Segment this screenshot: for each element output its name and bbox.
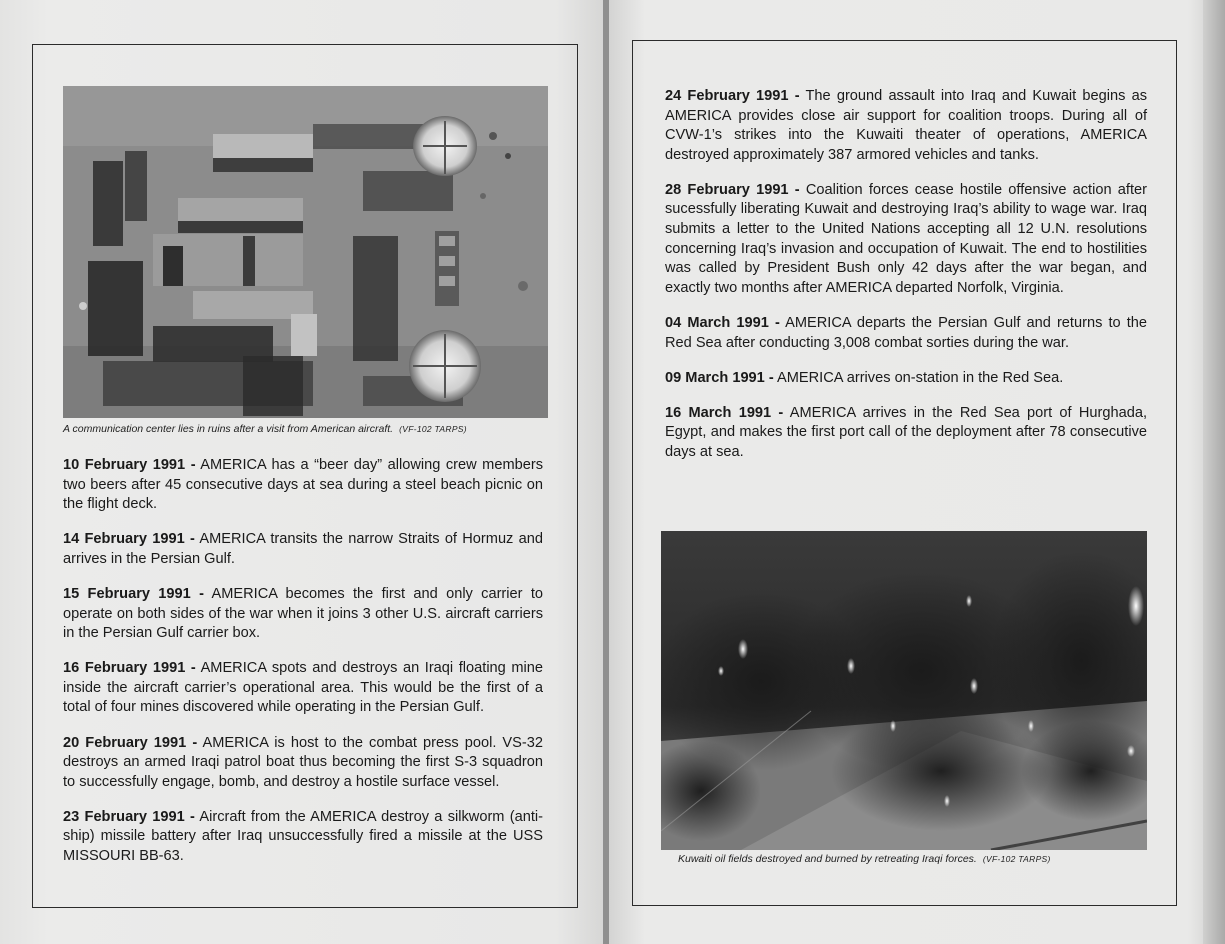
timeline-entry: 09 March 1991 - AMERICA arrives on-station in the Red Sea. [665,369,1064,386]
photo-caption-right [678,853,1051,865]
entry-date: 04 March 1991 [665,314,769,331]
entry-date: 23 February 1991 [63,808,185,825]
caption-text: A communication center lies in ruins after a visit from American aircraft. [63,423,394,435]
entry-date: 09 March 1991 [665,369,765,386]
entry-text: AMERICA has a “beer day” allowing crew members two beers after 45 consecutive days at sea during a steel beach picnic on the flight deck. [63,457,543,513]
page-edge-shadow [1203,0,1225,944]
entry-text: AMERICA transits the narrow Straits of Hormuz and arrives in the Persian Gulf. [63,531,543,567]
timeline-entry: 23 February 1991 - Aircraft from the AMERICA destroy a silkworm (anti-ship) missile battery after Iraq unsuccessfully fired a missile at the USS MISSOURI BB-63. [63,808,543,864]
entry-text: AMERICA spots and destroys an Iraqi floating mine inside the aircraft carrier’s operational area. This would be the first of a total of four mines discovered while operating in the Persian Gulf. [63,660,544,716]
entry-date: 10 February 1991 [63,457,186,473]
entry-text: AMERICA arrives on-station in the Red Sea. [776,369,1064,386]
timeline-entry: 28 February 1991 - Coalition forces cease hostile offensive action after sucessfully liberating Kuwait and destroying Iraq’s ability to wage war. Iraq submits a letter to the United Nations accepting all 12 U.N. resolutions concerning Iraq’s invasion and occupation of Kuwait. The end to hostilities was called by President Bush only 42 days after the war began, and exactly two months after AMERICA departed Norfolk, Virginia. [665,181,1147,296]
timeline-entry: 24 February 1991 - The ground assault into Iraq and Kuwait begins as AMERICA provides close air support for coalition troops. During all of CVW-1’s strikes into the Kuwaiti theater of operations, AMERICA destroyed approximately 387 armored vehicles and tanks. [665,88,1148,163]
entry-date: 16 February 1991 [63,660,186,677]
entry-text: The ground assault into Iraq and Kuwait begins as AMERICA provides close air support for coalition troops. During all of CVW-1’s strikes into the Kuwaiti theater of operations, AMERICA destroyed approximately 387 armored vehicles and tanks. [665,88,1148,163]
entry-text: AMERICA is host to the combat press pool. VS-32 destroys an armed Iraqi patrol boat thus becoming the first S-3 squadron to successfully engage, bomb, and destroy a hostile surface vessel. [63,734,543,790]
timeline-entry: 16 February 1991 - AMERICA spots and destroys an Iraqi floating mine inside the aircraft carrier’s operational area. This would be the first of a total of four mines discovered while operating in the Persian Gulf. [63,660,544,716]
aerial-communication-center-photo [63,86,548,418]
photo-caption-left [63,423,467,435]
right-timeline [665,87,1147,478]
entry-date: 28 February 1991 [665,181,789,198]
timeline-entry: 04 March 1991 - AMERICA departs the Persian Gulf and returns to the Red Sea after conducting 3,008 combat sorties during the war. [665,314,1148,351]
entry-text: AMERICA departs the Persian Gulf and returns to the Red Sea after conducting 3,008 combat sorties during the war. [665,314,1148,351]
timeline-entry: 10 February 1991 - AMERICA has a “beer day” allowing crew members two beers after 45 consecutive days at sea during a steel beach picnic on the flight deck. [63,457,543,513]
entry-date: 15 February 1991 [63,585,191,602]
timeline-entry: 16 March 1991 - AMERICA arrives in the Red Sea port of Hurghada, Egypt, and makes the first port call of the deployment after 78 consecutive days at sea. [665,404,1147,460]
entry-date: 14 February 1991 [63,531,185,548]
timeline-entry: 15 February 1991 - AMERICA becomes the first and only carrier to operate on both sides of the war when it joins 3 other U.S. aircraft carriers in the Persian Gulf carrier box. [63,585,543,642]
left-timeline [63,456,543,882]
book-gutter [603,0,609,944]
caption-text: Kuwaiti oil fields destroyed and burned by retreating Iraqi forces. [678,853,977,865]
photo-credit: (VF-102 TARPS) [982,854,1051,864]
entry-text: AMERICA becomes the first and only carrier to operate on both sides of the war when it joins 3 other U.S. aircraft carriers in the Persian Gulf carrier box. [63,585,543,642]
entry-date: 24 February 1991 [665,88,789,104]
timeline-entry: 14 February 1991 - AMERICA transits the narrow Straits of Hormuz and arrives in the Persian Gulf. [63,531,543,567]
timeline-entry: 20 February 1991 - AMERICA is host to the combat press pool. VS-32 destroys an armed Iraqi patrol boat thus becoming the first S-3 squadron to successfully engage, bomb, and destroy a hostile surface vessel. [63,734,543,790]
photo-credit: (VF-102 TARPS) [399,424,467,434]
entry-text: AMERICA arrives in the Red Sea port of Hurghada, Egypt, and makes the first port call of the deployment after 78 consecutive days at sea. [665,404,1147,460]
entry-date: 16 March 1991 [665,404,772,421]
burning-oil-fields-photo [661,531,1147,850]
entry-date: 20 February 1991 [63,734,187,751]
entry-text: Coalition forces cease hostile offensive action after sucessfully liberating Kuwait and destroying Iraq’s ability to wage war. Iraq submits a letter to the United Nations accepting all 12 U.N. resolutions concerning Iraq’s invasion and occupation of Kuwait. The end to hostilities was called by President Bush only 42 days after the war began, and exactly two months after AMERICA departed Norfolk, Virginia. [665,181,1147,296]
entry-text: Aircraft from the AMERICA destroy a silkworm (anti-ship) missile battery after Iraq unsuccessfully fired a missile at the USS MISSOURI BB-63. [63,808,543,864]
